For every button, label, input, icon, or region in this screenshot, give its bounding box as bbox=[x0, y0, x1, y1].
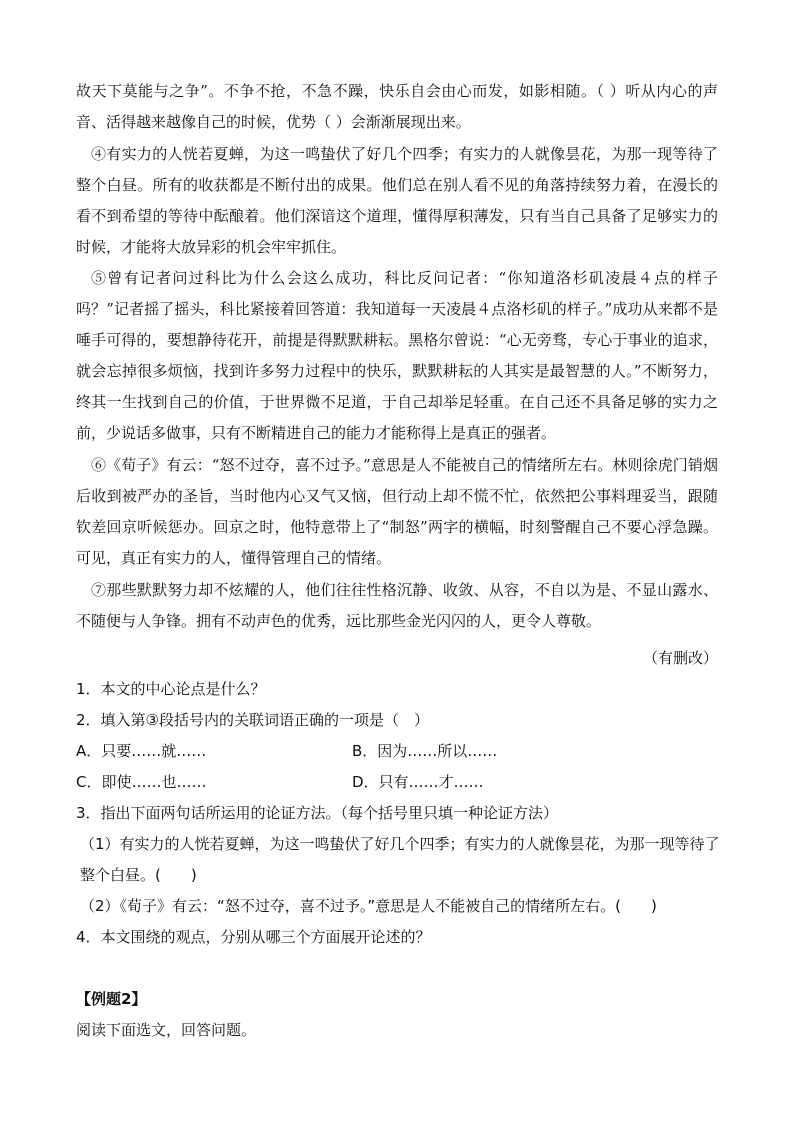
option-b: B．因为……所以…… bbox=[352, 742, 498, 760]
paragraph-7: ⑦那些默默努力却不炫耀的人，他们往往性格沉静、收敛、从容，不自以为是、不显山露水、不随便与人争锋。拥有不动声色的优秀，远比那些金光闪闪的人，更令人尊敬。 bbox=[76, 581, 718, 630]
example-2-title: 【例题2】 bbox=[76, 990, 147, 1008]
question-2: 2．填入第③段括号内的关联词语正确的一项是（ ） bbox=[76, 711, 429, 729]
question-4: 4．本文围绕的观点，分别从哪三个方面展开论述的？ bbox=[76, 928, 431, 946]
question-3-part-2: （2）《荀子》有云：“怒不过夺，喜不过予。”意思是人不能被自己的情绪所左右。( ) bbox=[80, 897, 657, 915]
example-2-instruction: 阅读下面选文，回答问题。 bbox=[76, 1021, 257, 1039]
option-d: D．只有……才…… bbox=[352, 773, 484, 791]
paragraph-6: ⑥《荀子》有云：“怒不过夺，喜不过予。”意思是人不能被自己的情绪所左右。林则徐虎门销烟后收到被严办的圣旨，当时他内心又气又恼，但行动上却不慌不忙，依然把公事料理妥当，跟随钦差回京听候惩办。回京之时，他特意带上了“制怒”两字的横幅，时刻警醒自己不要心浮急躁。可见，真正有实力的人，懂得管理自己的情绪。 bbox=[76, 456, 718, 567]
paragraph-5: ⑤曾有记者问过科比为什么会这么成功，科比反问记者：“你知道洛杉矶凌晨４点的样子吗？”记者摇了摇头，科比紧接着回答道：我知道每一天凌晨４点洛杉矶的样子。”成功从来都不是唾手可得的，要想静待花开，前提是得默默耕耘。黑格尔曾说：“心无旁骛，专心于事业的追求，就会忘掉很多烦恼，找到许多努力过程中的快乐，默默耕耘的人其实是最智慧的人。”不断努力，终其一生找到自己的价值，于世界微不足道，于自己却举足轻重。在自己还不具备足够的实力之前，少说话多做事，只有不断精进自己的能力才能称得上是真正的强者。 bbox=[76, 269, 718, 442]
question-3: 3．指出下面两句话所运用的论证方法。（每个括号里只填一种论证方法） bbox=[76, 804, 559, 822]
question-1: 1．本文的中心论点是什么？ bbox=[76, 680, 266, 698]
option-c: C．即使……也…… bbox=[76, 773, 207, 791]
question-3-part-1: （1）有实力的人恍若夏蝉，为这一鸣蛰伏了好几个四季；有实力的人就像昙花，为那一现等待了整个白昼。( ) bbox=[80, 835, 720, 884]
option-a: A．只要……就…… bbox=[76, 742, 207, 760]
paragraph-3-tail: 故天下莫能与之争”。不争不抢，不急不躁，快乐自会由心而发，如影相随。（ ）听从内心的声音、活得越来越像自己的时候，优势（ ）会渐渐展现出来。 bbox=[76, 82, 718, 131]
paragraph-4: ④有实力的人恍若夏蝉，为这一鸣蛰伏了好几个四季；有实力的人就像昙花，为那一现等待了整个白昼。所有的收获都是不断付出的成果。他们总在别人看不见的角落持续努力着，在漫长的看不到希望的等待中酝酿着。他们深谙这个道理，懂得厚积薄发，只有当自己具备了足够实力的时候，才能将大放异彩的机会牢牢抓住。 bbox=[76, 145, 718, 256]
source-note: （有删改） bbox=[642, 649, 718, 667]
